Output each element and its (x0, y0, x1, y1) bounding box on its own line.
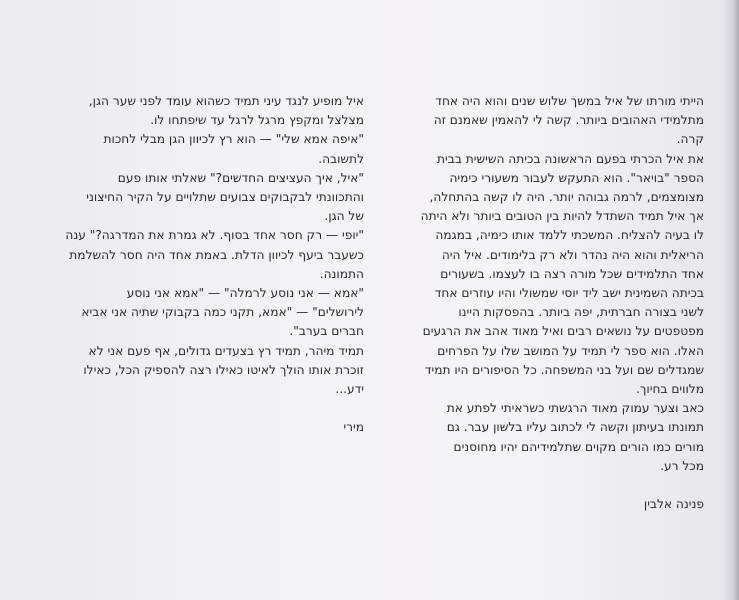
text-line: אך איל תמיד השתדל להיות בין הטובים ביותר ולא היתה (420, 209, 704, 224)
text-line: "אמא — אני נוסע לרמלה" — "אמא אני נוסע (126, 286, 364, 301)
text-line: מורים כמו הורים מקוים שתלמידיהם יהיו מחוסנים (453, 439, 704, 454)
text-line: כשעבר ביעף לכיוון הדלת. באמת אחד היה חסר להשלמת (69, 247, 364, 262)
text-line: הספר "בויאר". הוא התעקש לעבור משעורי כימיה (449, 170, 704, 185)
text-line: קרה. (676, 132, 704, 147)
text-line: את איל הכרתי בפעם הראשונה בכיתה השישית בבית (437, 151, 704, 166)
text-line: מצלצל ומקפץ מרגל לרגל עד שיפתחו לו. (150, 113, 364, 128)
text-line: מכל רע. (660, 458, 704, 473)
text-line: "יופי — רק חסר אחד בסוף. לא גמרת את המדרגה?" ענה (65, 228, 364, 243)
text-line: הייתי מורתו של איל במשך שלוש שנים והוא היה אחד (435, 94, 704, 108)
text-line: הריאלית והוא היה נהדר ולא רק בלימודים. איל היה (441, 247, 704, 262)
text-line: לתשובה. (318, 151, 364, 166)
text-line: והתכוונתי לבקבוקים צבועים שתלויים על הקיר החיצוני (86, 190, 364, 205)
text-line: זוכרת אותו הולך לאיטו כאילו רצה להספיק הכל, כאילו (83, 362, 364, 377)
text-line: מצומצמים, לרמה גבוהה יותר. היה לו קשה בהתחלה, (429, 190, 704, 205)
text-line: לירושלים" — "אמא, תקני כמה בקבוקי שתיה אני אביא (81, 305, 364, 320)
text-line: של הגן. (324, 209, 364, 224)
author-signature: פנינה אלבין (643, 497, 704, 512)
text-line: התמונה. (319, 266, 364, 281)
author-signature: מירי (343, 420, 364, 435)
text-line: אחד התלמידים שכל מורה רצה בו לעצמו. בשעורים (440, 266, 704, 281)
book-spine-shadow (723, 0, 739, 600)
text-line: לו בעיה להצליח. המשכתי ללמד אותו כימיה, במגמה (435, 228, 704, 243)
text-line: "איפה אמא שלי" — הוא רץ לכיוון הגן מבלי לחכות (103, 132, 364, 147)
text-line: תמיד מיהר, תמיד רץ בצעדים גדולים, אף פעם אני לא (88, 343, 364, 358)
right-text-column (386, 92, 704, 514)
text-line: בכיתה השמינית ישב ליד יוסי שמשולי והיו עוזרים אחד (434, 286, 704, 301)
left-text-column (46, 92, 364, 437)
text-line: שמגדלים שם ועל בני המשפחה. כל הסיפורים היו תמיד (424, 362, 704, 377)
text-line: איל מופיע לנגד עיני תמיד כשהוא עומד לפני שער הגן, (88, 94, 364, 108)
text-line: תמונתו בעיתון וקשה לי לכתוב עליו בלשון עבר. גם (446, 420, 704, 435)
text-line: "איל, איך העציצים החדשים?" שאלתי אותו פעם (117, 170, 364, 185)
text-line: לשני בצורה חברתית, יפה ביותר. בהפסקות היינו (458, 305, 704, 320)
text-line: מפטפטים על נושאים רבים ואיל מאוד אהב את הרגעים (422, 324, 704, 339)
text-line: האלו. הוא ספר לי תמיד על המושב שלו על הפרחים (437, 343, 704, 358)
text-line: מלווים בחיוך. (635, 382, 704, 397)
text-line: מתלמידי האהובים ביותר. קשה לי להאמין שאמנם זה (433, 113, 704, 128)
text-line: ידע... (335, 382, 364, 397)
text-line: חברים בערב". (289, 324, 364, 339)
text-line: כאב וצער עמוק מאוד הרגשתי כשראיתי לפתע את (446, 401, 704, 416)
